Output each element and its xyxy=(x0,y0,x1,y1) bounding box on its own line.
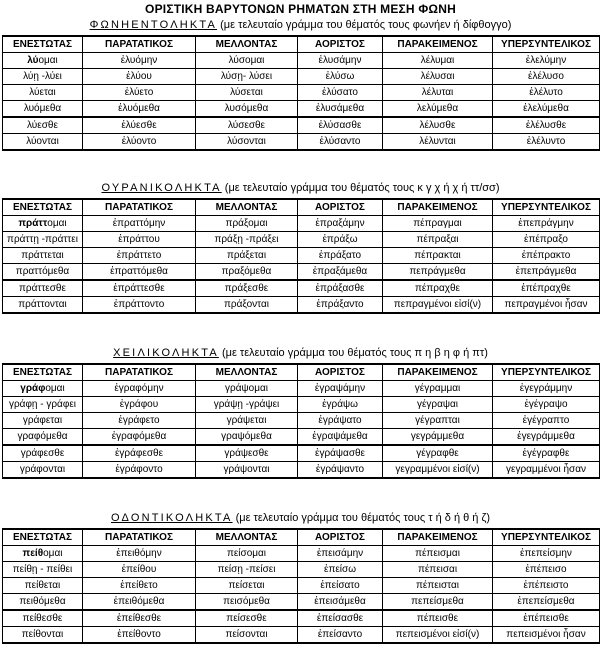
table-cell: γράφῃ - γράφει xyxy=(3,397,83,413)
table-cell xyxy=(3,546,83,562)
table-cell: λύεσθε xyxy=(3,117,83,134)
table-cell xyxy=(3,53,83,69)
table-cell: ἐγράφοντο xyxy=(83,462,196,479)
section-title xyxy=(0,346,601,361)
table-row xyxy=(3,445,600,462)
table-cell: πείθεται xyxy=(3,578,83,594)
table-cell: ἐγράψω xyxy=(298,397,383,413)
table-row xyxy=(3,53,600,69)
table-cell: γράψῃ -γράψει xyxy=(196,397,298,413)
section-note: (με τελευταίο γράμμα του θέματός τους π η β η φ ή πτ) xyxy=(221,347,488,359)
table-cell: ἐγέγραπτο xyxy=(493,413,600,429)
table-cell: ἐπράξασθε xyxy=(298,280,383,297)
table-cell: ἐπράξατο xyxy=(298,248,383,264)
header-row xyxy=(3,364,600,381)
column-header: ΠΑΡΑΤΑΤΙΚΟΣ xyxy=(83,36,196,53)
section-labial-stems xyxy=(0,346,601,479)
conjugation-table xyxy=(2,528,600,644)
table-cell xyxy=(3,381,83,397)
table-cell: λύῃ -λύει xyxy=(3,69,83,85)
table-cell: πράττεται xyxy=(3,248,83,264)
column-header: ΥΠΕΡΣΥΝΤΕΛΙΚΟΣ xyxy=(493,36,600,53)
table-cell: πείσομαι xyxy=(196,546,298,562)
section-note: (με τελευταίο γράμμα του θέματός τους κ γ χ ή χ ή ττ/σσ) xyxy=(224,182,500,194)
table-cell: πείσεται xyxy=(196,578,298,594)
section-note: (με τελευταίο γράμμα του θέματός τους φωνήεν ή δίφθογγο) xyxy=(220,19,512,31)
table-cell: πέπεισθε xyxy=(383,610,493,627)
table-cell: ἐλύσω xyxy=(298,69,383,85)
table-cell: γραψόμεθα xyxy=(196,429,298,446)
page-title: ΟΡΙΣΤΙΚΗ ΒΑΡΥΤΟΝΩΝ ΡΗΜΑΤΩΝ ΣΤΗ ΜΕΣΗ ΦΩΝΗ xyxy=(145,2,456,16)
section-title xyxy=(0,181,601,196)
table-cell: πείσονται xyxy=(196,627,298,644)
table-cell: πείθονται xyxy=(3,627,83,644)
table-row xyxy=(3,578,600,594)
column-header: ΥΠΕΡΣΥΝΤΕΛΙΚΟΣ xyxy=(493,364,600,381)
table-cell: ἐπραξάμην xyxy=(298,216,383,232)
table-cell: πείθεσθε xyxy=(3,610,83,627)
conjugation-table xyxy=(2,363,600,479)
table-row xyxy=(3,594,600,611)
table-cell: ἐπεπράγμην xyxy=(493,216,600,232)
table-cell: ἐπράττου xyxy=(83,232,196,248)
table-cell xyxy=(3,216,83,232)
section-dental-stems xyxy=(0,511,601,644)
table-cell: πραττόμεθα xyxy=(3,264,83,281)
table-row xyxy=(3,297,600,314)
header-row xyxy=(3,199,600,216)
column-header: ΑΟΡΙΣΤΟΣ xyxy=(298,529,383,546)
table-cell: ἐπείσω xyxy=(298,562,383,578)
table-cell: ἐλυσάμεθα xyxy=(298,101,383,118)
stem-highlight: πείθ xyxy=(22,547,44,559)
table-cell: πράξεται xyxy=(196,248,298,264)
table-cell: πέπραγμαι xyxy=(383,216,493,232)
table-cell: λέλυμαι xyxy=(383,53,493,69)
column-header: ΠΑΡΑΤΑΤΙΚΟΣ xyxy=(83,199,196,216)
table-cell: πέπραχθε xyxy=(383,280,493,297)
section-vowel-stems xyxy=(0,18,601,151)
table-cell: γεγράμμεθα xyxy=(383,429,493,446)
table-cell: πραξόμεθα xyxy=(196,264,298,281)
table-cell: ἐλέλυσθε xyxy=(493,117,600,134)
table-cell: πράττῃ -πράττει xyxy=(3,232,83,248)
column-header: ΜΕΛΛΟΝΤΑΣ xyxy=(196,364,298,381)
stem-highlight: λύ xyxy=(27,54,39,66)
table-cell: πέπρακται xyxy=(383,248,493,264)
table-row xyxy=(3,546,600,562)
table-cell: ἐλύετο xyxy=(83,85,196,101)
table-cell: ἐγράφου xyxy=(83,397,196,413)
header-row xyxy=(3,36,600,53)
column-header: ΠΑΡΑΚΕΙΜΕΝΟΣ xyxy=(383,199,493,216)
table-cell: ἐλύσασθε xyxy=(298,117,383,134)
table-cell: λύεται xyxy=(3,85,83,101)
table-cell: πράττονται xyxy=(3,297,83,314)
section-title xyxy=(0,511,601,526)
table-row xyxy=(3,248,600,264)
table-row xyxy=(3,117,600,134)
table-cell: ἐπεπείσμεθα xyxy=(493,594,600,611)
table-cell: γράψεται xyxy=(196,413,298,429)
table-cell: λύσεται xyxy=(196,85,298,101)
table-cell: ἐλύοντο xyxy=(83,134,196,151)
table-cell: γεγραμμένοι ἦσαν xyxy=(493,462,600,479)
table-row xyxy=(3,610,600,627)
ending-text: ομαι xyxy=(43,547,63,559)
table-cell: ἐλύεσθε xyxy=(83,117,196,134)
column-header: ΠΑΡΑΤΑΤΙΚΟΣ xyxy=(83,364,196,381)
table-cell: ἐγραφόμεθα xyxy=(83,429,196,446)
column-header: ΕΝΕΣΤΩΤΑΣ xyxy=(3,529,83,546)
table-cell: ἐπράττοντο xyxy=(83,297,196,314)
table-cell: ἐλυόμην xyxy=(83,53,196,69)
table-cell: ἐπείσατο xyxy=(298,578,383,594)
table-cell: πράξῃ -πράξει xyxy=(196,232,298,248)
section-title xyxy=(0,18,601,33)
table-cell: ἐπειθόμην xyxy=(83,546,196,562)
table-cell: ἐπραττόμεθα xyxy=(83,264,196,281)
table-row xyxy=(3,413,600,429)
table-cell: γράψομαι xyxy=(196,381,298,397)
table-cell: ἐπέπεισθε xyxy=(493,610,600,627)
table-cell: λύσῃ- λύσει xyxy=(196,69,298,85)
table-row xyxy=(3,134,600,151)
table-cell: πράττεσθε xyxy=(3,280,83,297)
table-cell: ἐπείθεσθε xyxy=(83,610,196,627)
table-cell: γέγραμμαι xyxy=(383,381,493,397)
header-row xyxy=(3,529,600,546)
section-heading: ΟΔΟΝΤΙΚΟΛΗΚΤΑ xyxy=(110,512,233,524)
table-cell: ἐλύσατο xyxy=(298,85,383,101)
column-header: ΠΑΡΑΚΕΙΜΕΝΟΣ xyxy=(383,529,493,546)
table-cell: ἐπεισάμην xyxy=(298,546,383,562)
table-cell: ἐπέπεισο xyxy=(493,562,600,578)
section-heading: ΧΕΙΛΙΚΟΛΗΚΤΑ xyxy=(113,347,219,359)
table-cell: ἐλυσάμην xyxy=(298,53,383,69)
table-cell: ἐγέγραφθε xyxy=(493,445,600,462)
table-cell: γεγραμμένοι εἰσί(ν) xyxy=(383,462,493,479)
table-cell: πεπράγμεθα xyxy=(383,264,493,281)
table-cell: ἐπείθοντο xyxy=(83,627,196,644)
column-header: ΕΝΕΣΤΩΤΑΣ xyxy=(3,199,83,216)
table-cell: ἐλύσαντο xyxy=(298,134,383,151)
table-cell: πράξομαι xyxy=(196,216,298,232)
table-cell: ἐπείσασθε xyxy=(298,610,383,627)
ending-text: ομαι xyxy=(38,54,58,66)
column-header: ΠΑΡΑΚΕΙΜΕΝΟΣ xyxy=(383,36,493,53)
table-cell: ἐπείσαντο xyxy=(298,627,383,644)
table-cell: πεπραγμένοι ἦσαν xyxy=(493,297,600,314)
table-cell: λέλυνται xyxy=(383,134,493,151)
table-cell: ἐγραψάμην xyxy=(298,381,383,397)
table-cell: πείσεσθε xyxy=(196,610,298,627)
table-cell: λύσεσθε xyxy=(196,117,298,134)
table-cell: πείσῃ -πείσει xyxy=(196,562,298,578)
table-cell: ἐλυόμεθα xyxy=(83,101,196,118)
table-cell: γέγραψαι xyxy=(383,397,493,413)
table-cell: λέλυται xyxy=(383,85,493,101)
table-cell: πείθῃ - πείθει xyxy=(3,562,83,578)
table-cell: ἐλελύμην xyxy=(493,53,600,69)
table-cell: λέλυσαι xyxy=(383,69,493,85)
table-cell: πέπεισαι xyxy=(383,562,493,578)
table-cell: ἐγέγραψο xyxy=(493,397,600,413)
column-header: ΠΑΡΑΤΑΤΙΚΟΣ xyxy=(83,529,196,546)
table-cell: ἐλελύμεθα xyxy=(493,101,600,118)
table-cell: ἐγεγράμμεθα xyxy=(493,429,600,446)
column-header: ΑΟΡΙΣΤΟΣ xyxy=(298,36,383,53)
column-header: ΕΝΕΣΤΩΤΑΣ xyxy=(3,364,83,381)
stem-highlight: πράττ xyxy=(18,217,48,229)
table-cell: γράφεται xyxy=(3,413,83,429)
table-cell: ἐπεισάμεθα xyxy=(298,594,383,611)
table-cell: ἐπέπραχθε xyxy=(493,280,600,297)
table-cell: λελύμεθα xyxy=(383,101,493,118)
table-cell: ἐπειθόμεθα xyxy=(83,594,196,611)
table-cell: ἐπείθου xyxy=(83,562,196,578)
table-cell: ἐπράξαντο xyxy=(298,297,383,314)
table-cell: ἐλύου xyxy=(83,69,196,85)
column-header: ΠΑΡΑΚΕΙΜΕΝΟΣ xyxy=(383,364,493,381)
table-cell: γέγραφθε xyxy=(383,445,493,462)
table-row xyxy=(3,397,600,413)
table-cell: ἐγράψατο xyxy=(298,413,383,429)
table-cell: λυόμεθα xyxy=(3,101,83,118)
section-velar-stems xyxy=(0,181,601,314)
table-cell: ἐπράξω xyxy=(298,232,383,248)
ending-text: ομαι xyxy=(45,382,65,394)
table-cell: λυσόμεθα xyxy=(196,101,298,118)
table-cell: λέλυσθε xyxy=(383,117,493,134)
table-cell: γραφόμεθα xyxy=(3,429,83,446)
table-cell: ἐγράψασθε xyxy=(298,445,383,462)
table-cell: πεπεισμένοι ἦσαν xyxy=(493,627,600,644)
table-row xyxy=(3,562,600,578)
table-cell: πέπεισται xyxy=(383,578,493,594)
column-header: ΕΝΕΣΤΩΤΑΣ xyxy=(3,36,83,53)
table-cell: λύσονται xyxy=(196,134,298,151)
table-cell: ἐπέπρακτο xyxy=(493,248,600,264)
table-cell: λύονται xyxy=(3,134,83,151)
table-row xyxy=(3,381,600,397)
column-header: ΜΕΛΛΟΝΤΑΣ xyxy=(196,529,298,546)
table-cell: ἐγράφετο xyxy=(83,413,196,429)
table-cell: ἐπεπράγμεθα xyxy=(493,264,600,281)
table-cell: ἐπραττόμην xyxy=(83,216,196,232)
table-cell: ἐπραξάμεθα xyxy=(298,264,383,281)
table-cell: πεισόμεθα xyxy=(196,594,298,611)
column-header: ΜΕΛΛΟΝΤΑΣ xyxy=(196,36,298,53)
column-header: ΥΠΕΡΣΥΝΤΕΛΙΚΟΣ xyxy=(493,529,600,546)
table-cell: γράψεσθε xyxy=(196,445,298,462)
conjugation-table xyxy=(2,198,600,314)
table-cell: πράξεσθε xyxy=(196,280,298,297)
table-cell: ἐγραφόμην xyxy=(83,381,196,397)
ending-text: ομαι xyxy=(47,217,67,229)
table-cell: πειθόμεθα xyxy=(3,594,83,611)
section-note: (με τελευταίο γράμμα του θέματός τους τ ή δ ή θ ή ζ) xyxy=(235,512,490,524)
stem-highlight: γράφ xyxy=(20,382,46,394)
table-row xyxy=(3,462,600,479)
table-row xyxy=(3,232,600,248)
table-cell: ἐλέλυσο xyxy=(493,69,600,85)
table-cell: ἐλέλυντο xyxy=(493,134,600,151)
table-cell: πέπεισμαι xyxy=(383,546,493,562)
table-row xyxy=(3,69,600,85)
table-cell: ἐγράψαντο xyxy=(298,462,383,479)
table-row xyxy=(3,280,600,297)
table-cell: γράφεσθε xyxy=(3,445,83,462)
table-cell: ἐπέπειστο xyxy=(493,578,600,594)
table-row xyxy=(3,264,600,281)
table-cell: πεπεισμένοι εἰσί(ν) xyxy=(383,627,493,644)
table-cell: ἐπείθετο xyxy=(83,578,196,594)
table-row xyxy=(3,216,600,232)
section-heading: ΦΩΝΗΕΝΤΟΛΗΚΤΑ xyxy=(89,19,218,31)
column-header: ΥΠΕΡΣΥΝΤΕΛΙΚΟΣ xyxy=(493,199,600,216)
table-row xyxy=(3,429,600,446)
table-cell: λύσομαι xyxy=(196,53,298,69)
table-cell: ἐγραψάμεθα xyxy=(298,429,383,446)
table-row xyxy=(3,101,600,118)
table-cell: γράφονται xyxy=(3,462,83,479)
table-cell: ἐλέλυτο xyxy=(493,85,600,101)
column-header: ΑΟΡΙΣΤΟΣ xyxy=(298,199,383,216)
column-header: ΜΕΛΛΟΝΤΑΣ xyxy=(196,199,298,216)
table-cell: γέγραπται xyxy=(383,413,493,429)
table-cell: ἐπεπείσμην xyxy=(493,546,600,562)
section-heading: ΟΥΡΑΝΙΚΟΛΗΚΤΑ xyxy=(101,182,222,194)
table-cell: γράψονται xyxy=(196,462,298,479)
conjugation-table xyxy=(2,35,600,151)
table-cell: ἐπράττεσθε xyxy=(83,280,196,297)
table-row xyxy=(3,627,600,644)
table-cell: πράξονται xyxy=(196,297,298,314)
table-cell: ἐγεγράμμην xyxy=(493,381,600,397)
table-cell: ἐγράφεσθε xyxy=(83,445,196,462)
table-row xyxy=(3,85,600,101)
table-cell: πέπραξαι xyxy=(383,232,493,248)
column-header: ΑΟΡΙΣΤΟΣ xyxy=(298,364,383,381)
table-cell: ἐπέπραξο xyxy=(493,232,600,248)
table-cell: πεπραγμένοι εἰσί(ν) xyxy=(383,297,493,314)
table-cell: ἐπράττετο xyxy=(83,248,196,264)
table-cell: πεπείσμεθα xyxy=(383,594,493,611)
